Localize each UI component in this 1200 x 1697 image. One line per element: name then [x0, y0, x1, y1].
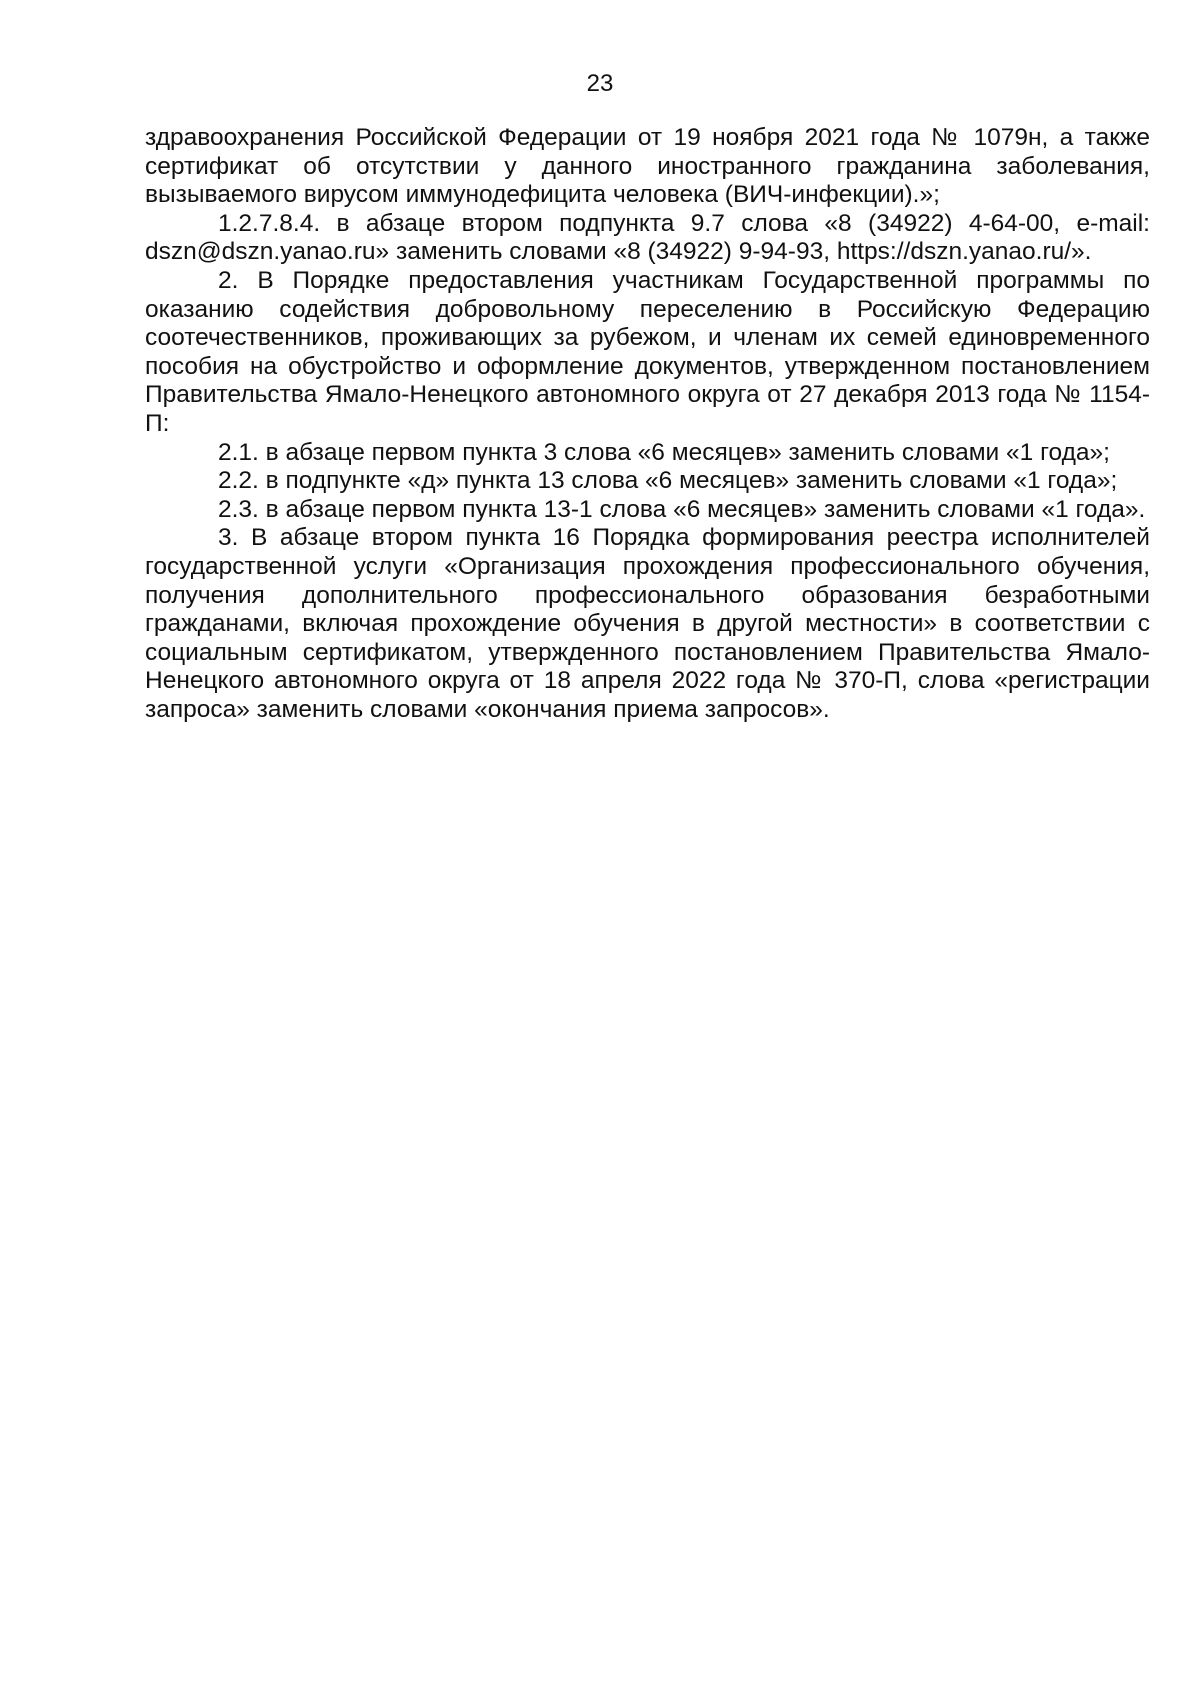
paragraph-2-3: 2.3. в абзаце первом пункта 13-1 слова «6 месяцев» заменить словами «1 года». — [218, 495, 1146, 523]
paragraph-2-2: 2.2. в подпункте «д» пункта 13 слова «6 месяцев» заменить словами «1 года»; — [218, 467, 1118, 495]
page-number: 23 — [586, 70, 614, 97]
paragraph-3: 3. В абзаце втором пункта 16 Порядка формирования реестра исполнителей государственной услуги «Организация прохождения профессионального обучения, получения дополнительного профессионального образования безработными гражданами, включая прохождение обучения в другой местности» в соответствии с социальным сертификатом, утвержденного постановлением Правительства Ямало-Ненецкого автономного округа от 18 апреля 2022 года № 370-П, слова «регистрации запроса» заменить словами «окончания приема запросов». — [145, 524, 1150, 723]
paragraph-2-1: 2.1. в абзаце первом пункта 3 слова «6 месяцев» заменить словами «1 года»; — [218, 438, 1110, 466]
paragraph-1-2-7-8-4: 1.2.7.8.4. в абзаце втором подпункта 9.7 слова «8 (34922) 4-64-00, e-mail: dszn@dszn.yanao.ru» заменить словами «8 (34922) 9-94-93, https://dszn.yanao.ru/». — [145, 209, 1150, 266]
paragraph-continuation: здравоохранения Российской Федерации от 19 ноября 2021 года № 1079н, а также сертификат об отсутствии у данного иностранного гражданина заболевания, вызываемого вирусом иммунодефицита человека (ВИЧ-инфекции).»; — [145, 124, 1150, 209]
paragraph-2: 2. В Порядке предоставления участникам Государственной программы по оказанию содействия добровольному переселению в Российскую Федерацию соотечественников, проживающих за рубежом, и членам их семей единовременного пособия на обустройство и оформление документов, утвержденном постановлением Правительства Ямало-Ненецкого автономного округа от 27 декабря 2013 года № 1154-П: — [145, 266, 1150, 437]
document-body — [145, 124, 1150, 724]
